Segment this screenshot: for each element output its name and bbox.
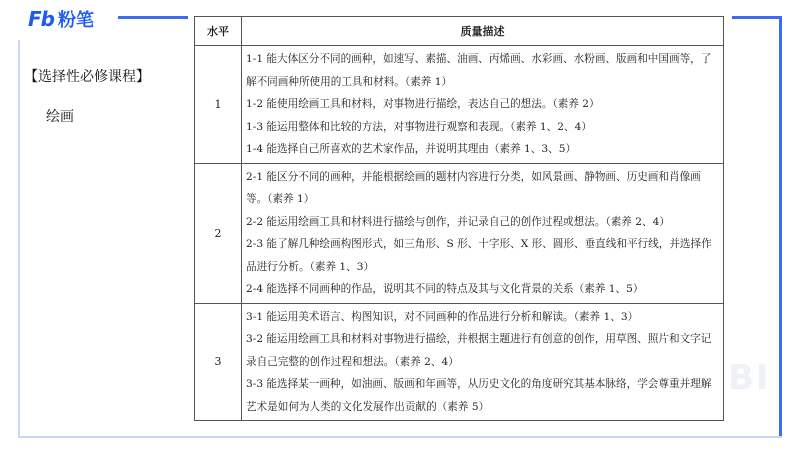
course-subject: 绘画 <box>46 109 74 125</box>
description-item: 2-3 能了解几种绘画构图形式，如三角形、S 形、十字形、X 形、圆形、垂直线和平行线，并选择作品进行分析。（素养 1、3） <box>246 238 712 273</box>
description-item: 1-4 能选择自己所喜欢的艺术家作品，并说明其理由（素养 1、3、5） <box>246 143 577 155</box>
description-item: 1-2 能使用绘画工具和材料，对事物进行描绘，表达自己的想法。（素养 2） <box>246 98 600 110</box>
header-level: 水平 <box>195 17 242 46</box>
level-cell: 1 <box>195 46 242 164</box>
description-cell <box>242 46 724 164</box>
description-item: 3-2 能运用绘画工具和材料对事物进行描绘，并根据主题进行有创意的创作，用草图、照片和文字记录自己完整的创作过程和想法。（素养 2、4） <box>246 333 712 368</box>
description-cell <box>242 163 724 303</box>
logo-text: 粉笔 <box>57 10 94 31</box>
table-row <box>195 46 724 164</box>
frame-border-left <box>18 40 20 438</box>
table-row <box>195 163 724 303</box>
description-item: 2-4 能选择不同画种的作品，说明其不同的特点及其与文化背景的关系（素养 1、5） <box>246 283 644 295</box>
course-category: 【选择性必修课程】 <box>24 69 150 85</box>
frame-border-right <box>779 16 782 438</box>
header-description: 质量描述 <box>242 17 724 46</box>
description-item: 2-2 能运用绘画工具和材料进行描绘与创作，并记录自己的创作过程或想法。（素养 2、4） <box>246 215 670 228</box>
description-item: 3-1 能运用美术语言、构图知识，对不同画种的作品进行分析和解读。（素养 1、3） <box>246 310 639 323</box>
table-header-row <box>195 17 724 46</box>
description-item: 1-3 能运用整体和比较的方法，对事物进行观察和表现。（素养 1、2、4） <box>246 120 592 133</box>
frame-accent-top-right <box>732 16 780 19</box>
description-item: 2-1 能区分不同的画种，并能根据绘画的题材内容进行分类，如风景画、静物画、历史画和肖像画等。（素养 1） <box>246 170 701 205</box>
level-cell: 2 <box>195 163 242 303</box>
logo-mark: Fb <box>28 7 54 31</box>
description-item: 1-1 能大体区分不同的画种，如速写、素描、油画、丙烯画、水彩画、水粉画、版画和中国画等，了解不同画种所使用的工具和材料。（素养 1） <box>246 53 712 88</box>
description-cell <box>242 303 724 421</box>
frame-border-bottom <box>18 436 782 438</box>
quality-table <box>194 16 724 421</box>
table-row <box>195 303 724 421</box>
watermark: BI <box>728 358 771 398</box>
description-item: 3-3 能选择某一画种，如油画、版画和年画等，从历史文化的角度研究其基本脉络，学会尊重并理解艺术是如何为人类的文化发展作出贡献的（素养 5） <box>246 378 712 413</box>
brand-logo <box>28 6 94 32</box>
level-cell: 3 <box>195 303 242 421</box>
frame-accent-top-left <box>118 16 188 19</box>
